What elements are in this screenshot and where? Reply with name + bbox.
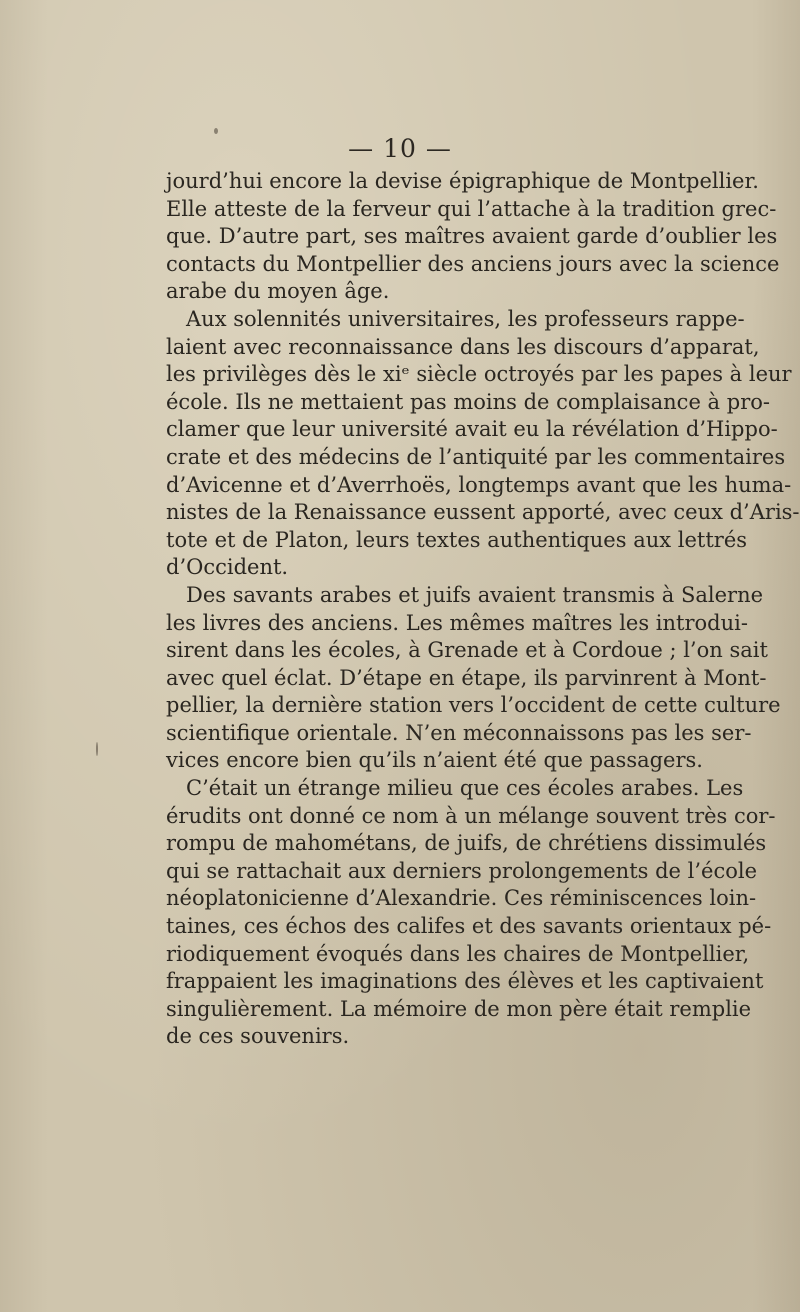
text-line: crate et des médecins de l’antiquité par les commentaires [166, 444, 786, 469]
text-line: néoplatonicienne d’Alexandrie. Ces réminiscences loin- [166, 886, 757, 911]
text-line: scientifique orientale. N’en méconnaissons pas les ser- [166, 720, 752, 745]
text-line: les livres des anciens. Les mêmes maîtres les introdui- [166, 610, 748, 635]
text-line: avec quel éclat. D’étape en étape, ils parvinrent à Mont- [166, 665, 767, 690]
text-line: contacts du Montpellier des anciens jours avec la science [166, 251, 780, 276]
text-line: que. D’autre part, ses maîtres avaient garde d’oublier les [166, 224, 778, 249]
text-line: érudits ont donné ce nom à un mélange souvent très cor- [166, 803, 776, 828]
text-line: arabe du moyen âge. [166, 279, 390, 304]
text-line: de ces souvenirs. [166, 1024, 350, 1049]
text-line: tote et de Platon, leurs textes authentiques aux lettrés [166, 527, 748, 552]
text-line: école. Ils ne mettaient pas moins de complaisance à pro- [166, 389, 770, 414]
text-line: taines, ces échos des califes et des savants orientaux pé- [166, 914, 772, 939]
text-line: rompu de mahométans, de juifs, de chrétiens dissimulés [166, 831, 767, 856]
text-line: riodiquement évoqués dans les chaires de Montpellier, [166, 941, 750, 966]
page-number: — 10 — [348, 134, 452, 163]
text-line: Elle atteste de la ferveur qui l’attache à la tradition grec- [166, 196, 777, 221]
text-line: jourd’hui encore la devise épigraphique de Montpellier. [166, 169, 759, 193]
text-line: d’Occident. [166, 555, 289, 580]
paper-speck [96, 742, 98, 756]
text-line: C’était un étrange milieu que ces écoles arabes. Les [186, 776, 744, 801]
text-line: pellier, la dernière station vers l’occident de cette culture [166, 693, 781, 718]
text-line: d’Avicenne et d’Averrhoës, longtemps avant que les huma- [166, 472, 792, 497]
text-line: laient avec reconnaissance dans les discours d’apparat, [166, 334, 760, 359]
text-line: Des savants arabes et juifs avaient transmis à Salerne [186, 582, 764, 607]
text-line: Aux solennités universitaires, les professeurs rappe- [186, 306, 745, 331]
body-text [166, 168, 800, 1051]
text-line: singulièrement. La mémoire de mon père était remplie [166, 996, 752, 1021]
text-line: clamer que leur université avait eu la révélation d’Hippo- [166, 417, 778, 442]
paper-speck [214, 128, 218, 134]
text-line: frappaient les imaginations des élèves et les captivaient [166, 969, 764, 994]
text-line: vices encore bien qu’ils n’aient été que passagers. [166, 748, 703, 773]
text-line: sirent dans les écoles, à Grenade et à Cordoue ; l’on sait [166, 638, 768, 663]
text-line: qui se rattachait aux derniers prolongements de l’école [166, 858, 758, 883]
text-line: nistes de la Renaissance eussent apporté, avec ceux d’Aris- [166, 500, 800, 525]
text-line: les privilèges dès le xiᵉ siècle octroyés par les papes à leur [166, 362, 792, 387]
